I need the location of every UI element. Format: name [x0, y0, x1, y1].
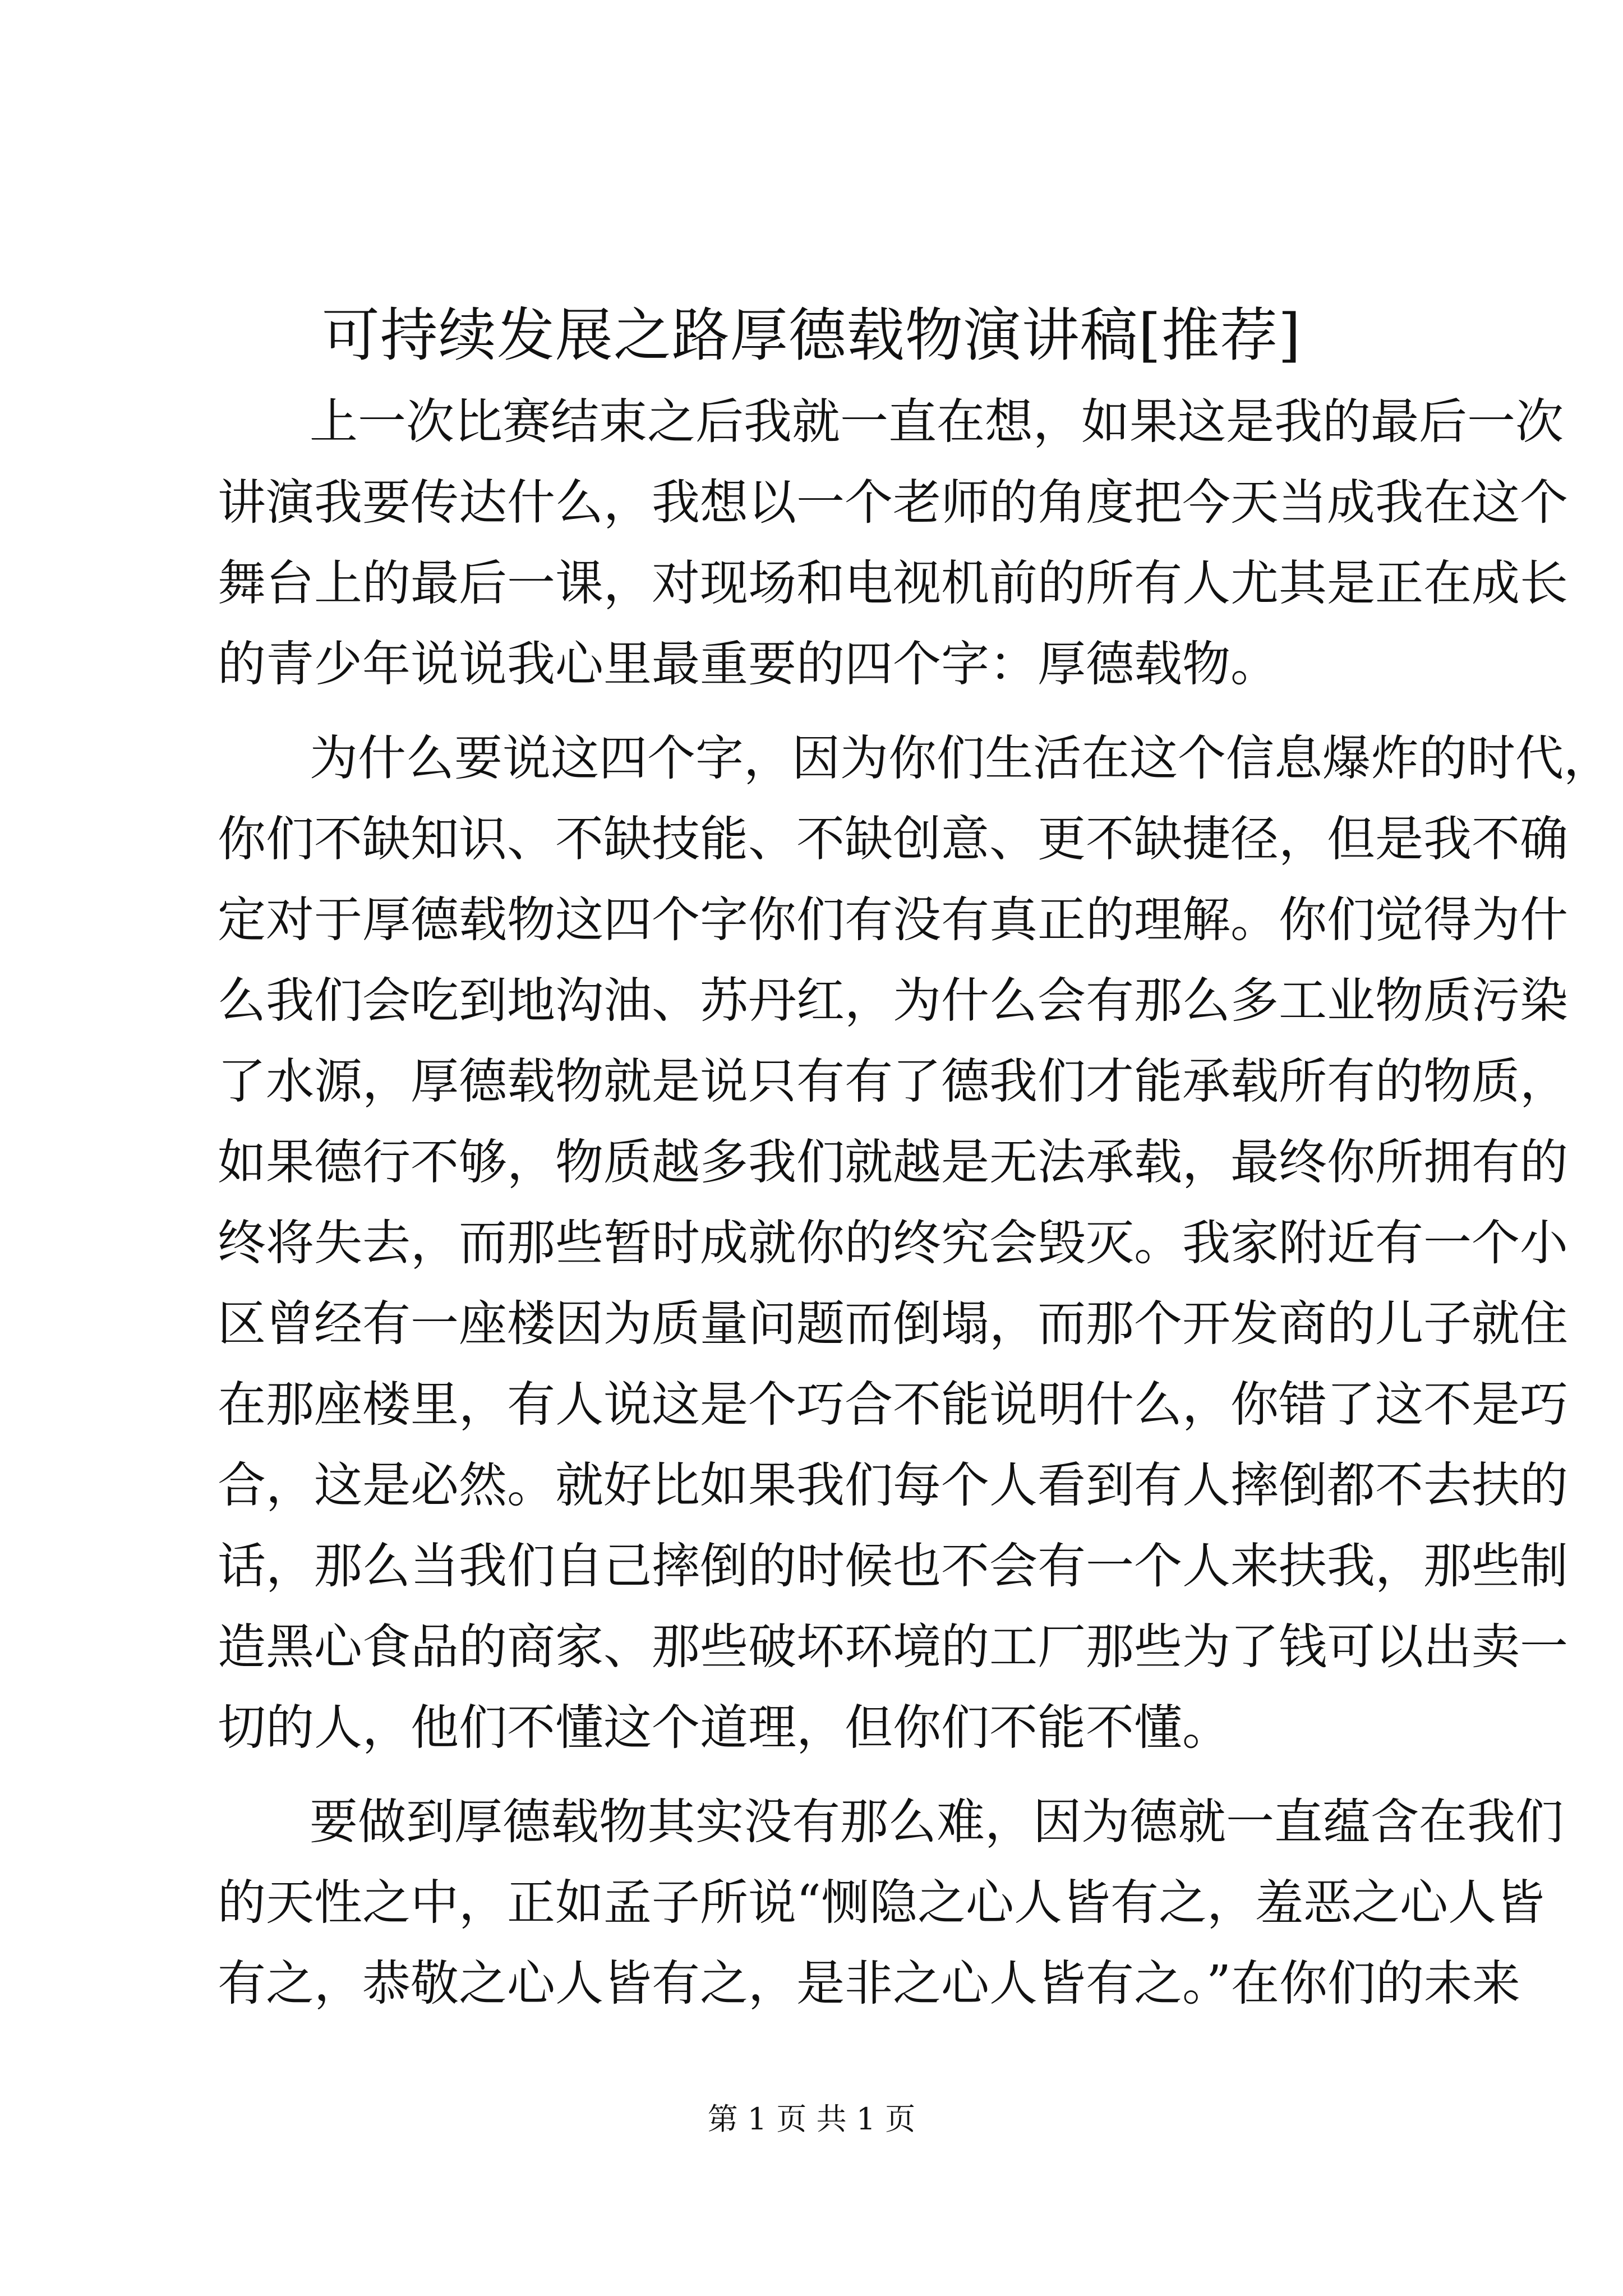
paragraph-2-line-10: 合，这是必然。就好比如果我们每个人看到有人摔倒都不去扶的 [218, 1457, 1568, 1513]
paragraph-2-line-8: 区曾经有一座楼因为质量问题而倒塌，而那个开发商的儿子就住 [218, 1296, 1568, 1352]
page-number-footer: 第 1 页 共 1 页 [707, 2101, 916, 2137]
paragraph-2-line-1: 为什么要说这四个字，因为你们生活在这个信息爆炸的时代， [310, 730, 1612, 786]
paragraph-2-line-6: 如果德行不够，物质越多我们就越是无法承载，最终你所拥有的 [218, 1134, 1568, 1190]
paragraph-3-line-3: 有之，恭敬之心人皆有之，是非之心人皆有之。”在你们的未来 [218, 1955, 1520, 2012]
paragraph-2-line-5: 了水源，厚德载物就是说只有有了德我们才能承载所有的物质， [218, 1053, 1568, 1110]
paragraph-2-line-2: 你们不缺知识、不缺技能、不缺创意、更不缺捷径，但是我不确 [218, 811, 1568, 867]
paragraph-2-line-12: 造黑心食品的商家、那些破坏环境的工厂那些为了钱可以出卖一 [218, 1619, 1568, 1675]
paragraph-1-line-4: 的青少年说说我心里最重要的四个字：厚德载物。 [218, 636, 1279, 692]
paragraph-2-line-11: 话，那么当我们自己摔倒的时候也不会有一个人来扶我，那些制 [218, 1538, 1568, 1594]
paragraph-1-line-2: 讲演我要传达什么，我想以一个老师的角度把今天当成我在这个 [218, 475, 1568, 531]
paragraph-3-line-1: 要做到厚德载物其实没有那么难，因为德就一直蕴含在我们 [310, 1794, 1564, 1850]
paragraph-2-line-4: 么我们会吃到地沟油、苏丹红，为什么会有那么多工业物质污染 [218, 973, 1568, 1029]
paragraph-2-line-13: 切的人，他们不懂这个道理，但你们不能不懂。 [218, 1700, 1230, 1756]
page-title: 可持续发展之路厚德载物演讲稿[推荐] [321, 302, 1302, 369]
paragraph-1-line-1: 上一次比赛结束之后我就一直在想，如果这是我的最后一次 [310, 394, 1564, 450]
paragraph-2-line-7: 终将失去，而那些暂时成就你的终究会毁灭。我家附近有一个小 [218, 1215, 1568, 1271]
paragraph-2-line-9: 在那座楼里，有人说这是个巧合不能说明什么，你错了这不是巧 [218, 1377, 1568, 1433]
paragraph-3-line-2: 的天性之中，正如孟子所说“恻隐之心人皆有之，羞恶之心人皆 [218, 1875, 1544, 1931]
document-body [218, 381, 1612, 2024]
paragraph-2-line-3: 定对于厚德载物这四个字你们有没有真正的理解。你们觉得为什 [218, 892, 1568, 948]
paragraph-1-line-3: 舞台上的最后一课，对现场和电视机前的所有人尤其是正在成长 [218, 555, 1568, 611]
